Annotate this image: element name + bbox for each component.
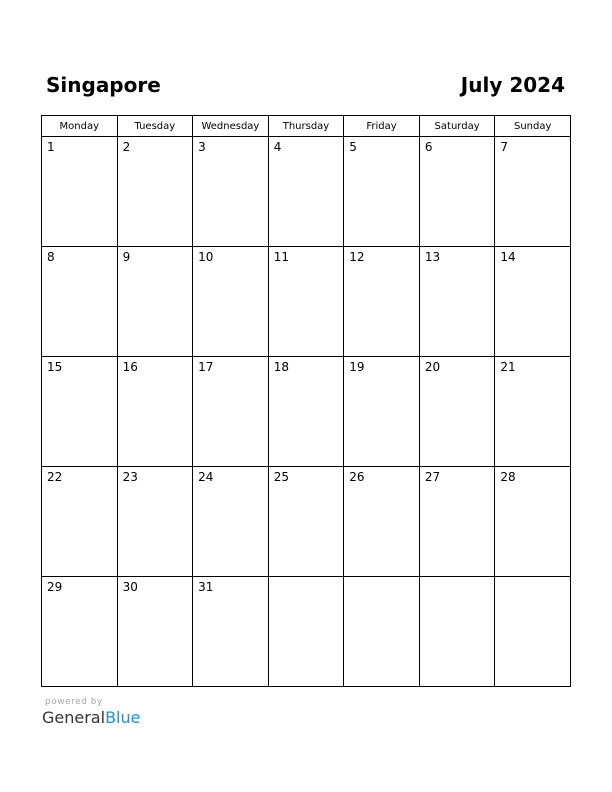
- day-number: 12: [349, 250, 365, 264]
- day-cell: [193, 247, 269, 357]
- day-cell: [117, 357, 193, 467]
- day-cell: [419, 247, 495, 357]
- day-number: 27: [424, 470, 441, 484]
- weekday-monday: Monday: [42, 116, 118, 137]
- day-cell: [495, 137, 571, 247]
- day-cell: [42, 577, 118, 687]
- weekday-thursday: Thursday: [268, 116, 344, 137]
- week-row: [42, 137, 571, 247]
- day-cell: [419, 137, 495, 247]
- day-number: 23: [122, 470, 138, 484]
- day-cell: [42, 467, 118, 577]
- weekday-sunday: Sunday: [495, 116, 571, 137]
- day-cell: [268, 137, 344, 247]
- day-number: 14: [500, 250, 516, 264]
- day-number: 22: [47, 470, 63, 484]
- day-cell: [495, 577, 571, 687]
- day-number: 31: [198, 580, 214, 594]
- day-number: 8: [47, 250, 55, 264]
- day-number: [344, 577, 419, 580]
- weekday-header-row: [42, 116, 571, 137]
- day-number: 25: [273, 470, 289, 484]
- calendar-grid: [41, 115, 571, 687]
- weekday-tuesday: Tuesday: [117, 116, 193, 137]
- day-number: 1: [47, 140, 55, 154]
- day-cell: [268, 577, 344, 687]
- day-cell: [344, 357, 420, 467]
- day-number: 17: [198, 360, 214, 374]
- day-cell: [117, 247, 193, 357]
- day-cell: [193, 577, 269, 687]
- day-number: [495, 577, 570, 580]
- day-cell: [495, 247, 571, 357]
- day-cell: [42, 247, 118, 357]
- day-number: 30: [122, 580, 138, 594]
- day-cell: [268, 467, 344, 577]
- weekday-wednesday: Wednesday: [193, 116, 269, 137]
- brand-general-text: General: [42, 708, 106, 727]
- powered-by-text: powered by: [45, 697, 103, 707]
- week-row: [42, 467, 571, 577]
- day-cell: [42, 137, 118, 247]
- day-number: 28: [500, 470, 516, 484]
- day-number: 29: [47, 580, 63, 594]
- day-cell: [495, 467, 571, 577]
- day-number: 18: [273, 360, 289, 374]
- day-cell: [117, 137, 193, 247]
- day-number: 15: [47, 360, 63, 374]
- day-number: 9: [122, 250, 131, 264]
- day-number: 20: [424, 360, 441, 374]
- day-cell: [419, 467, 495, 577]
- day-number: 16: [122, 360, 138, 374]
- day-number: 6: [424, 140, 433, 154]
- weekday-saturday: Saturday: [419, 116, 495, 137]
- day-number: 19: [349, 360, 365, 374]
- day-number: 10: [198, 250, 214, 264]
- generalblue-logo[interactable]: [42, 697, 140, 728]
- day-number: 21: [500, 360, 516, 374]
- day-number: 11: [273, 250, 289, 264]
- day-number: 4: [273, 140, 282, 154]
- day-cell: [344, 467, 420, 577]
- month-year-title: July 2024: [460, 73, 565, 97]
- day-number: [269, 577, 344, 580]
- day-number: 26: [349, 470, 365, 484]
- day-number: 13: [424, 250, 441, 264]
- day-cell: [193, 357, 269, 467]
- day-cell: [42, 357, 118, 467]
- country-title: Singapore: [46, 73, 161, 97]
- day-cell: [344, 247, 420, 357]
- day-cell: [495, 357, 571, 467]
- day-number: 24: [198, 470, 214, 484]
- week-row: [42, 577, 571, 687]
- weekday-friday: Friday: [344, 116, 420, 137]
- day-cell: [419, 577, 495, 687]
- brand-blue-text: Blue: [105, 708, 141, 727]
- day-number: [420, 577, 495, 580]
- day-cell: [193, 467, 269, 577]
- day-cell: [117, 467, 193, 577]
- week-row: [42, 357, 571, 467]
- day-number: 5: [349, 140, 357, 154]
- brand-wordmark: [42, 708, 140, 728]
- day-cell: [268, 357, 344, 467]
- day-number: 3: [198, 140, 206, 154]
- day-cell: [344, 577, 420, 687]
- day-cell: [193, 137, 269, 247]
- day-cell: [419, 357, 495, 467]
- day-cell: [268, 247, 344, 357]
- day-number: 2: [122, 140, 131, 154]
- week-row: [42, 247, 571, 357]
- day-cell: [117, 577, 193, 687]
- day-cell: [344, 137, 420, 247]
- day-number: 7: [500, 140, 509, 154]
